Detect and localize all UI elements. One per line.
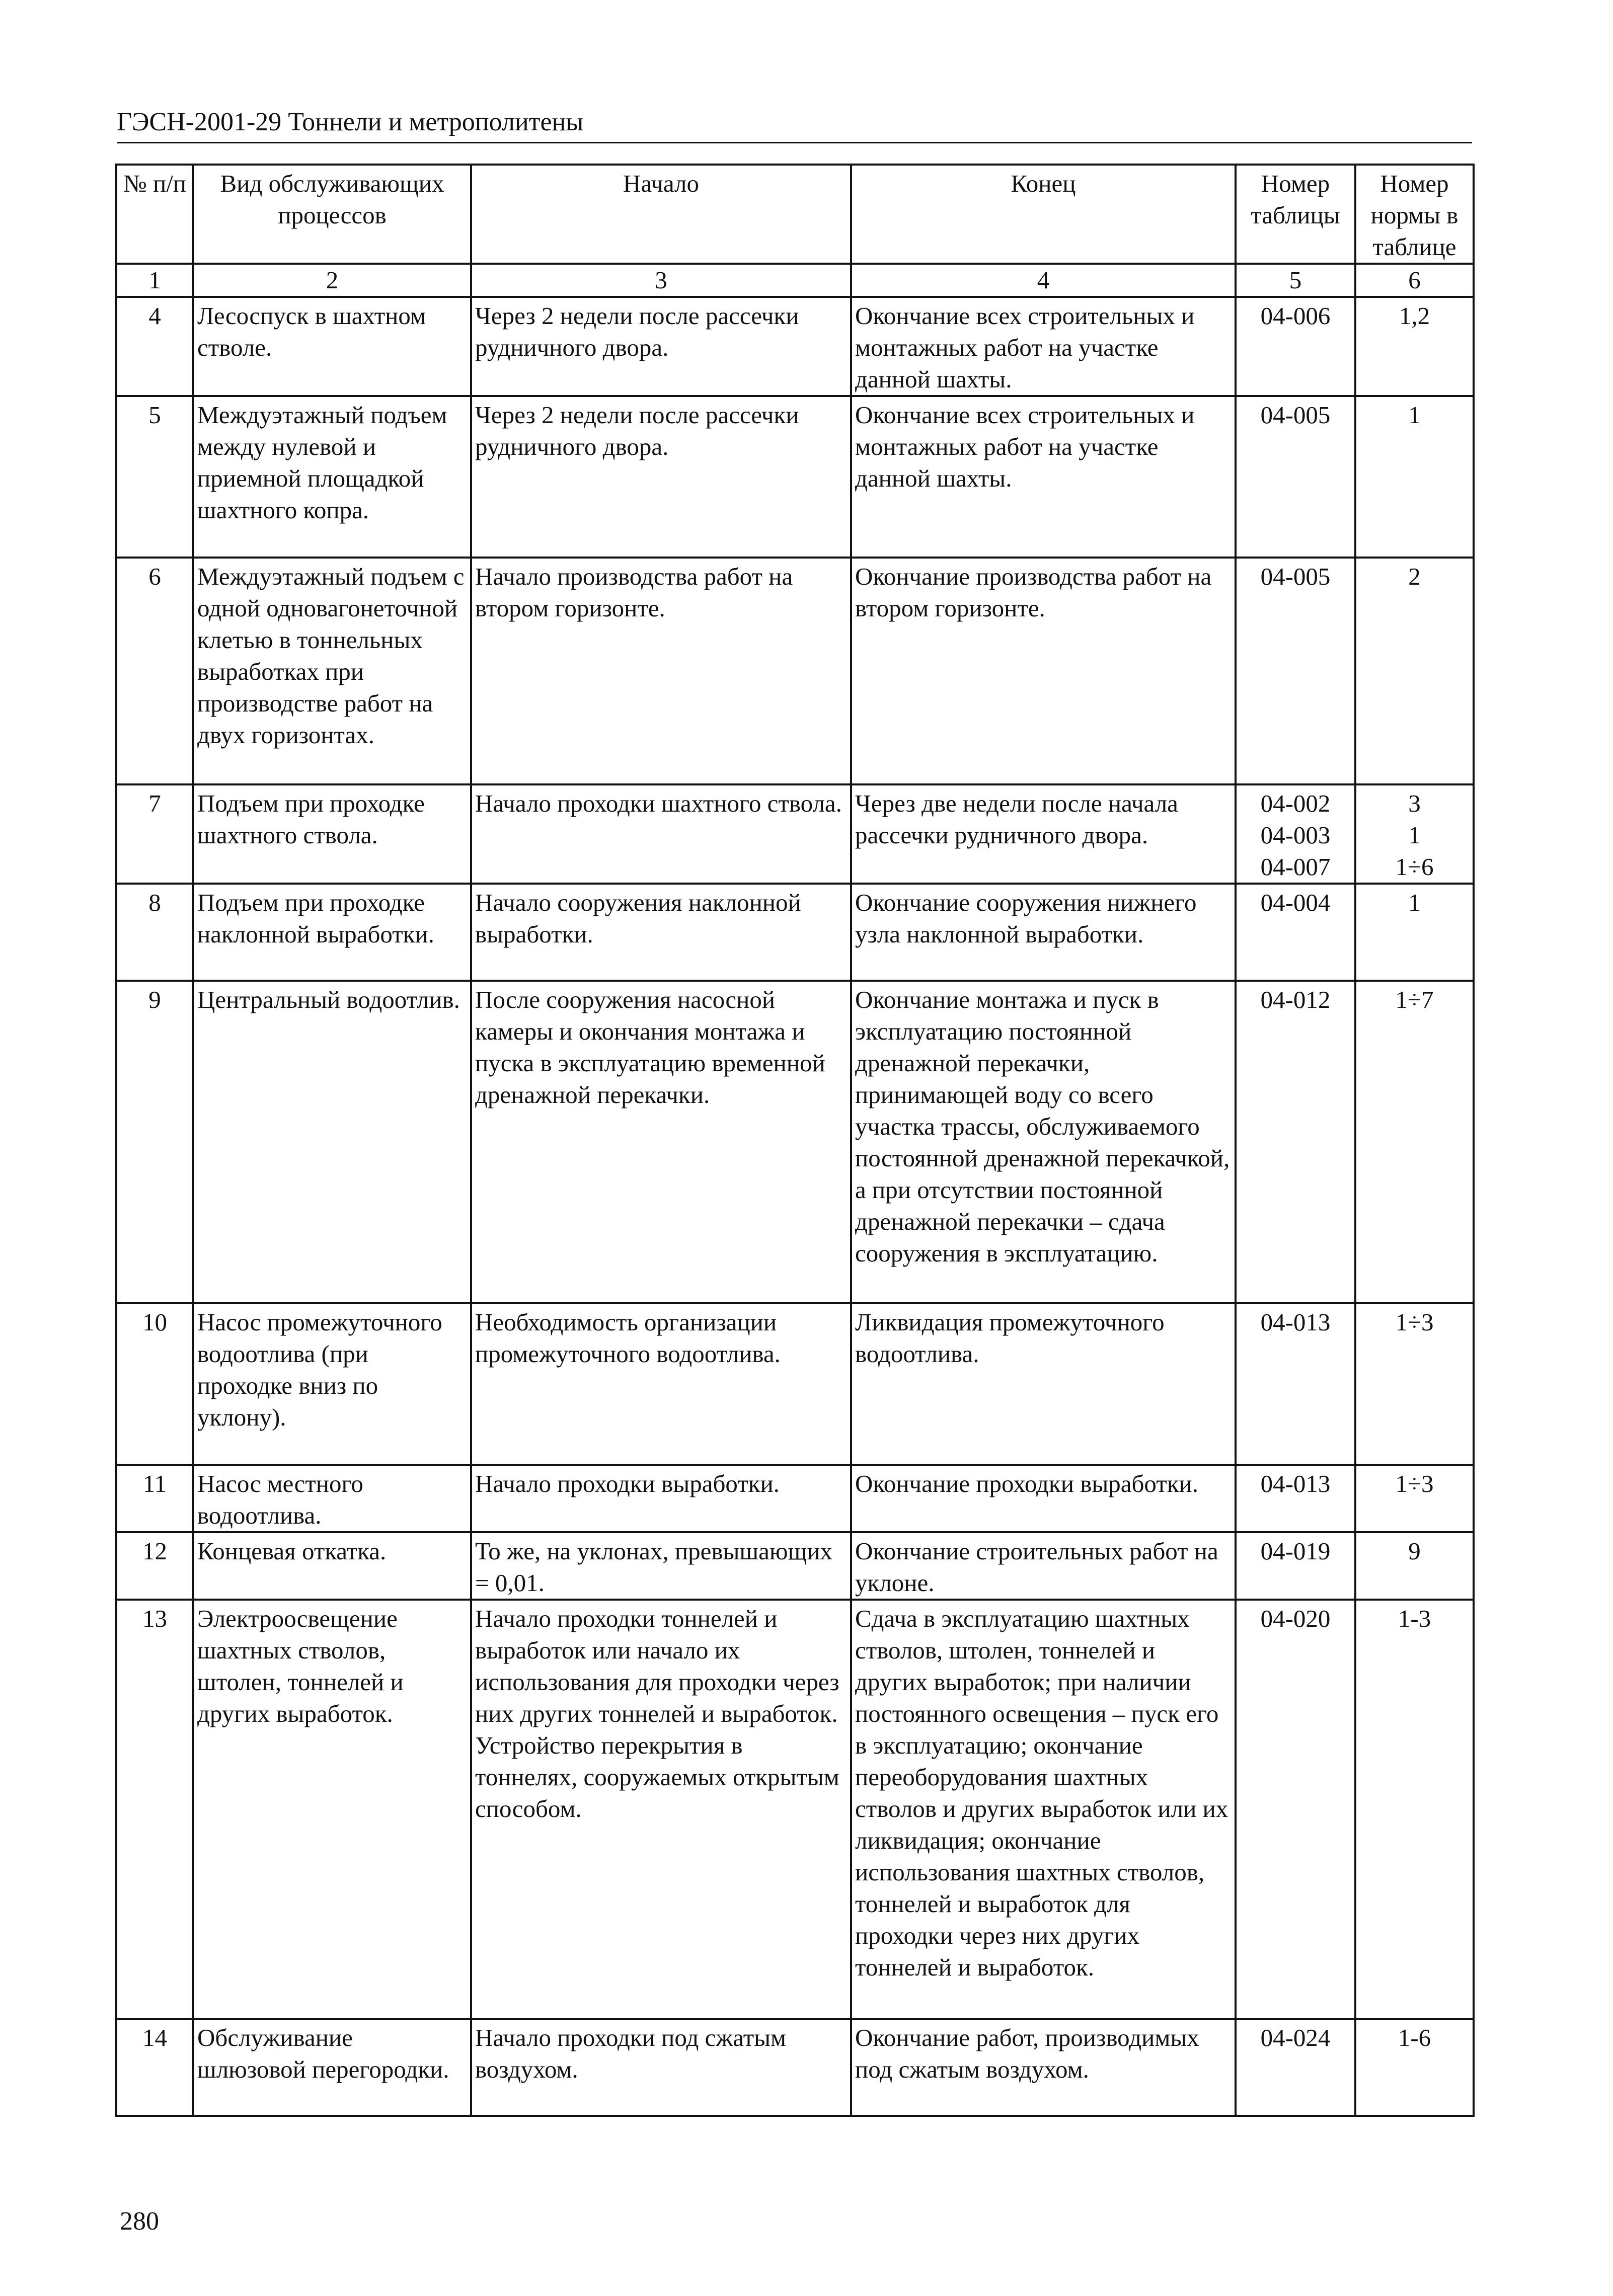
table-row <box>116 1465 1474 1532</box>
table-number: 04-012 <box>1260 986 1331 1013</box>
end-cell: Окончание всех строительных и монтажных работ на участке данной шахты. <box>851 396 1236 558</box>
start-cell: Начало проходки тоннелей и выработок или начало их использования для проходки через них других тоннелей и выработок. Устройство перекрытия в тоннелях, сооружаемых открытым способом. <box>471 1600 851 2019</box>
table-row <box>116 1303 1474 1465</box>
norm-number-cell <box>1355 1532 1474 1600</box>
norm-number-cell <box>1355 1465 1474 1532</box>
norm-number: 1-3 <box>1398 1605 1431 1632</box>
start-cell: Начало сооружения наклонной выработки. <box>471 884 851 981</box>
table-number: 04-013 <box>1260 1308 1331 1336</box>
process-cell: Насос местного водоотлива. <box>193 1465 471 1532</box>
row-number: 7 <box>116 784 193 884</box>
norm-number-cell <box>1355 884 1474 981</box>
norm-number-cell <box>1355 558 1474 784</box>
table-row <box>116 558 1474 784</box>
row-number: 5 <box>116 396 193 558</box>
norm-number: 1,2 <box>1399 302 1430 330</box>
norm-number: 1÷7 <box>1395 986 1434 1013</box>
document-title: ГЭСН-2001-29 Тоннели и метрополитены <box>117 108 584 136</box>
header-start: Начало <box>471 165 851 264</box>
end-cell: Через две недели после начала рассечки рудничного двора. <box>851 784 1236 884</box>
start-cell: После сооружения насосной камеры и окончания монтажа и пуска в эксплуатацию временной дренажной перекачки. <box>471 981 851 1303</box>
norm-number-cell <box>1355 297 1474 396</box>
process-cell: Междуэтажный подъем с одной одновагонеточной клетью в тоннельных выработках при производстве работ на двух горизонтах. <box>193 558 471 784</box>
table-row <box>116 396 1474 558</box>
table-row <box>116 1600 1474 2019</box>
row-number: 9 <box>116 981 193 1303</box>
end-cell: Окончание производства работ на втором горизонте. <box>851 558 1236 784</box>
row-number: 11 <box>116 1465 193 1532</box>
table-number-cell <box>1236 558 1355 784</box>
table-number-cell <box>1236 884 1355 981</box>
end-cell: Окончание работ, производимых под сжатым воздухом. <box>851 2019 1236 2116</box>
end-cell: Окончание проходки выработки. <box>851 1465 1236 1532</box>
row-number: 10 <box>116 1303 193 1465</box>
table-number: 04-004 <box>1260 889 1331 916</box>
start-cell: Через 2 недели после рассечки рудничного двора. <box>471 396 851 558</box>
table-number-cell <box>1236 1600 1355 2019</box>
table-row <box>116 784 1474 884</box>
table-number: 04-005 <box>1260 401 1331 429</box>
row-number: 13 <box>116 1600 193 2019</box>
row-number: 8 <box>116 884 193 981</box>
process-cell: Центральный водоотлив. <box>193 981 471 1303</box>
process-cell: Концевая откатка. <box>193 1532 471 1600</box>
table-header-row <box>116 165 1474 264</box>
process-cell: Насос промежуточного водоотлива (при проходке вниз по уклону). <box>193 1303 471 1465</box>
column-number: 6 <box>1355 264 1474 297</box>
column-number: 4 <box>851 264 1236 297</box>
start-cell: То же, на уклонах, превышающих = 0,01. <box>471 1532 851 1600</box>
table-row <box>116 297 1474 396</box>
norm-number: 3 <box>1408 789 1421 817</box>
page-header <box>117 105 1472 143</box>
process-cell: Лесоспуск в шахтном стволе. <box>193 297 471 396</box>
norms-table <box>115 164 1475 2117</box>
start-cell: Начало проходки под сжатым воздухом. <box>471 2019 851 2116</box>
header-number: № п/п <box>116 165 193 264</box>
norm-number: 9 <box>1408 1537 1421 1565</box>
start-cell: Через 2 недели после рассечки рудничного двора. <box>471 297 851 396</box>
row-number: 4 <box>116 297 193 396</box>
column-number: 1 <box>116 264 193 297</box>
table-number-cell <box>1236 2019 1355 2116</box>
end-cell: Сдача в эксплуатацию шахтных стволов, штолен, тоннелей и других выработок; при наличии постоянного освещения – пуск его в эксплуатацию; окончание переоборудования шахтных стволов и других выработок или их ликвидация; окончание использования шахтных стволов, тоннелей и выработок для проходки через них других тоннелей и выработок. <box>851 1600 1236 2019</box>
table-number: 04-019 <box>1260 1537 1331 1565</box>
norm-number-cell <box>1355 1303 1474 1465</box>
table-number: 04-005 <box>1260 563 1331 590</box>
table-number-cell <box>1236 297 1355 396</box>
norm-number-cell <box>1355 396 1474 558</box>
table-row <box>116 1532 1474 1600</box>
process-cell: Подъем при проходке наклонной выработки. <box>193 884 471 981</box>
table-number-cell <box>1236 1303 1355 1465</box>
table-number: 04-002 <box>1260 789 1331 817</box>
process-cell: Подъем при проходке шахтного ствола. <box>193 784 471 884</box>
column-number: 2 <box>193 264 471 297</box>
norm-number-cell <box>1355 2019 1474 2116</box>
header-norm-number: Номер нормы в таблице <box>1355 165 1474 264</box>
norm-number: 1÷3 <box>1395 1470 1434 1497</box>
header-table-number: Номер таблицы <box>1236 165 1355 264</box>
process-cell: Междуэтажный подъем между нулевой и приемной площадкой шахтного копра. <box>193 396 471 558</box>
table-number: 04-007 <box>1260 853 1331 881</box>
norm-number: 1÷6 <box>1395 853 1434 881</box>
end-cell: Окончание сооружения нижнего узла наклонной выработки. <box>851 884 1236 981</box>
start-cell: Начало проходки шахтного ствола. <box>471 784 851 884</box>
norm-number: 1-6 <box>1398 2024 1431 2051</box>
table-number: 04-024 <box>1260 2024 1331 2051</box>
column-number: 5 <box>1236 264 1355 297</box>
norm-number: 2 <box>1408 563 1421 590</box>
table-number: 04-013 <box>1260 1470 1331 1497</box>
row-number: 14 <box>116 2019 193 2116</box>
norm-number: 1÷3 <box>1395 1308 1434 1336</box>
norm-number-cell <box>1355 784 1474 884</box>
table-row <box>116 2019 1474 2116</box>
process-cell: Обслуживание шлюзовой перегородки. <box>193 2019 471 2116</box>
table-number: 04-020 <box>1260 1605 1331 1632</box>
norm-number-cell <box>1355 981 1474 1303</box>
table-number: 04-003 <box>1260 821 1331 849</box>
start-cell: Начало проходки выработки. <box>471 1465 851 1532</box>
column-number-row <box>116 264 1474 297</box>
page-number: 280 <box>120 2207 159 2236</box>
start-cell: Начало производства работ на втором горизонте. <box>471 558 851 784</box>
table-number-cell <box>1236 1465 1355 1532</box>
norm-number: 1 <box>1408 401 1421 429</box>
end-cell: Окончание строительных работ на уклоне. <box>851 1532 1236 1600</box>
table-number-cell <box>1236 396 1355 558</box>
table-number: 04-006 <box>1260 302 1331 330</box>
norm-number: 1 <box>1408 821 1421 849</box>
header-process: Вид обслуживающих процессов <box>193 165 471 264</box>
table-number-cell <box>1236 784 1355 884</box>
table-row <box>116 981 1474 1303</box>
end-cell: Окончание всех строительных и монтажных работ на участке данной шахты. <box>851 297 1236 396</box>
norm-number: 1 <box>1408 889 1421 916</box>
column-number: 3 <box>471 264 851 297</box>
table-row <box>116 884 1474 981</box>
end-cell: Ликвидация промежуточного водоотлива. <box>851 1303 1236 1465</box>
row-number: 6 <box>116 558 193 784</box>
table-number-cell <box>1236 1532 1355 1600</box>
header-end: Конец <box>851 165 1236 264</box>
norm-number-cell <box>1355 1600 1474 2019</box>
table-number-cell <box>1236 981 1355 1303</box>
row-number: 12 <box>116 1532 193 1600</box>
start-cell: Необходимость организации промежуточного водоотлива. <box>471 1303 851 1465</box>
end-cell: Окончание монтажа и пуск в эксплуатацию постоянной дренажной перекачки, принимающей воду со всего участка трассы, обслуживаемого постоянной дренажной перекачкой, а при отсутствии постоянной дренажной перекачки – сдача сооружения в эксплуатацию. <box>851 981 1236 1303</box>
process-cell: Электроосвещение шахтных стволов, штолен, тоннелей и других выработок. <box>193 1600 471 2019</box>
